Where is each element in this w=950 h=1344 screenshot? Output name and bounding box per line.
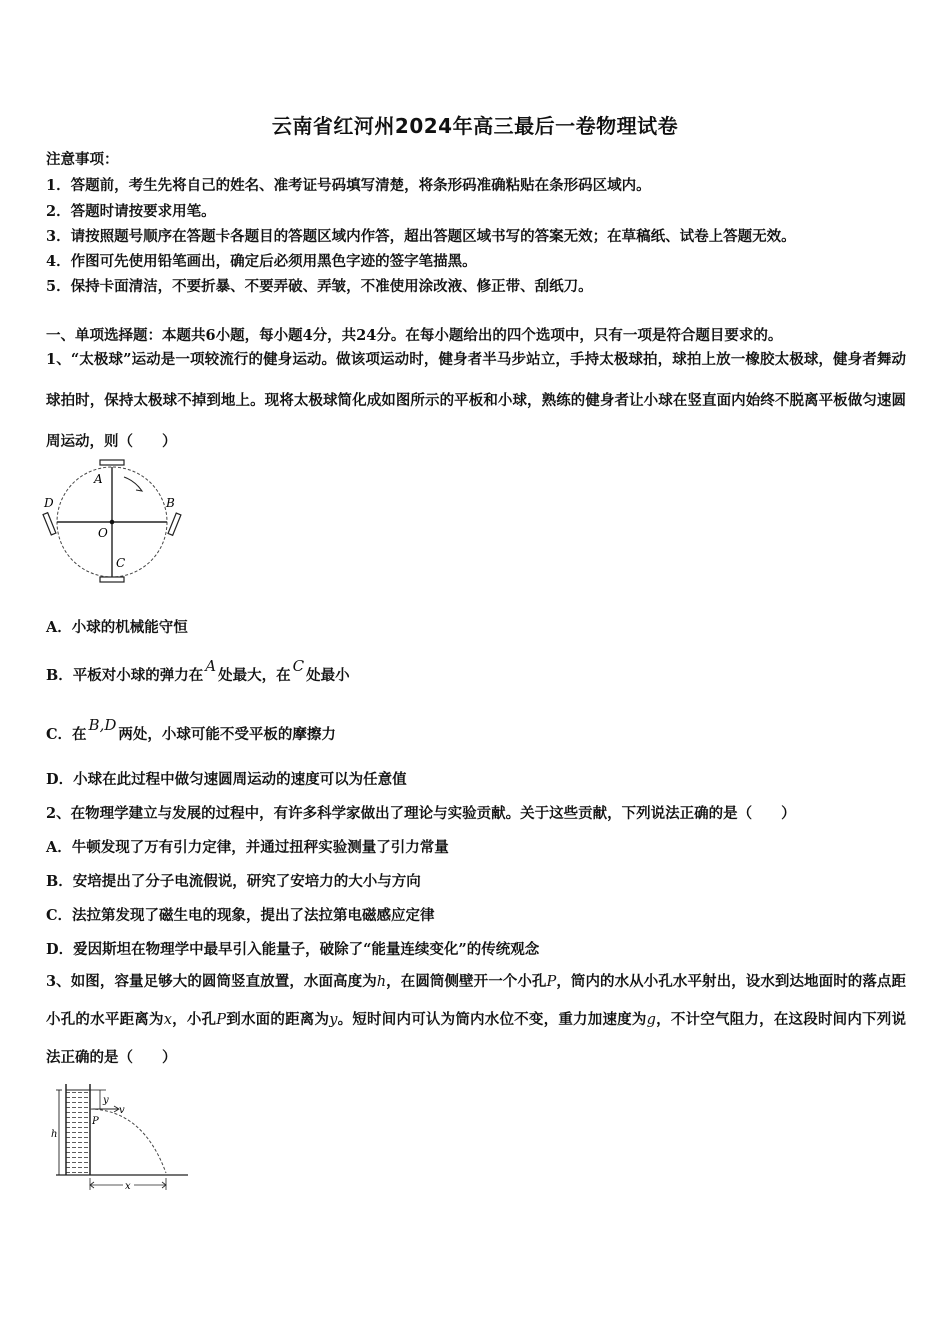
q2-option-d: D．爱因斯坦在物理学中最早引入能量子，破除了“能量连续变化”的传统观念 <box>46 941 540 958</box>
arrow-head <box>136 486 142 491</box>
q2-option-a: A．牛顿发现了万有引力定律，并通过扭秤实验测量了引力常量 <box>46 839 449 856</box>
label-v: v <box>119 1105 125 1116</box>
label-a: A <box>94 472 103 486</box>
paddle-right <box>168 513 181 535</box>
section-heading: 一、单项选择题：本题共6小题，每小题4分，共24分。在每小题给出的四个选项中，只有一项是符合题目要求的。 <box>46 327 783 344</box>
notice-heading: 注意事项： <box>46 151 119 168</box>
notice-item: 5．保持卡面清洁，不要折暴、不要弄破、弄皱，不准使用涂改液、修正带、刮纸刀。 <box>46 278 593 295</box>
label-c: C <box>116 556 126 570</box>
q2-option-c: C．法拉第发现了磁生电的现象，提出了法拉第电磁感应定律 <box>46 907 435 924</box>
question-2-stem: 2、在物理学建立与发展的过程中，有许多科学家做出了理论与实验贡献。关于这些贡献，下列说法正确的是（ ） <box>46 805 796 822</box>
page-title: 云南省红河州2024年高三最后一卷物理试卷 <box>271 114 679 138</box>
label-d: D <box>44 496 54 510</box>
q1-option-c: C．在B,D两处，小球可能不受平板的摩擦力 <box>46 716 336 743</box>
taiji-ball-figure <box>40 455 200 590</box>
label-o: O <box>98 526 108 540</box>
center-point <box>110 520 115 525</box>
q2-option-b: B．安培提出了分子电流假说，研究了安培力的大小与方向 <box>46 873 421 890</box>
q1-option-b: B．平板对小球的弹力在A处最大，在C处最小 <box>46 657 350 684</box>
label-p: P <box>92 1116 99 1127</box>
label-x: x <box>125 1181 131 1192</box>
notice-item: 2．答题时请按要求用笔。 <box>46 203 216 220</box>
rotation-arrow <box>124 477 142 491</box>
q1-option-a: A．小球的机械能守恒 <box>46 619 188 636</box>
notice-item: 4．作图可先使用铅笔画出，确定后必须用黑色字迹的签字笔描黑。 <box>46 253 477 270</box>
question-1-stem: 1、“太极球”运动是一项较流行的健身运动。做该项运动时，健身者半马步站立，手持太极球拍，球拍上放一橡胶太极球，健身者舞动球拍时，保持太极球不掉到地上。现将太极球简化成如图所示的平板和小球，熟练的健身者让小球在竖直面内始终不脱离平板做匀速圆周运动，则（ ） <box>46 351 906 450</box>
label-h: h <box>51 1129 58 1140</box>
cylinder-jet-figure <box>48 1080 198 1195</box>
paddle-top <box>100 460 124 465</box>
water-trajectory <box>90 1109 166 1173</box>
label-y: y <box>103 1095 109 1106</box>
notice-item: 3．请按照题号顺序在答题卡各题目的答题区域内作答，超出答题区域书写的答案无效；在草稿纸、试卷上答题无效。 <box>46 228 796 245</box>
paddle-bottom <box>100 577 124 582</box>
question-3-stem: 3、如图，容量足够大的圆筒竖直放置，水面高度为h，在圆筒侧壁开一个小孔P，筒内的水从小孔水平射出，设水到达地面时的落点距小孔的水平距离为x，小孔P到水面的距离为y。短时间内可认为筒内水位不变，重力加速度为g，不计空气阻力，在这段时间内下列说法正确的是（ ） <box>46 973 907 1066</box>
q1-option-d: D．小球在此过程中做匀速圆周运动的速度可以为任意值 <box>46 771 407 788</box>
paddle-left <box>43 513 56 535</box>
label-b: B <box>166 496 175 510</box>
notice-item: 1．答题前，考生先将自己的姓名、准考证号码填写清楚，将条形码准确粘贴在条形码区域内。 <box>46 177 651 194</box>
water-column <box>66 1090 90 1173</box>
